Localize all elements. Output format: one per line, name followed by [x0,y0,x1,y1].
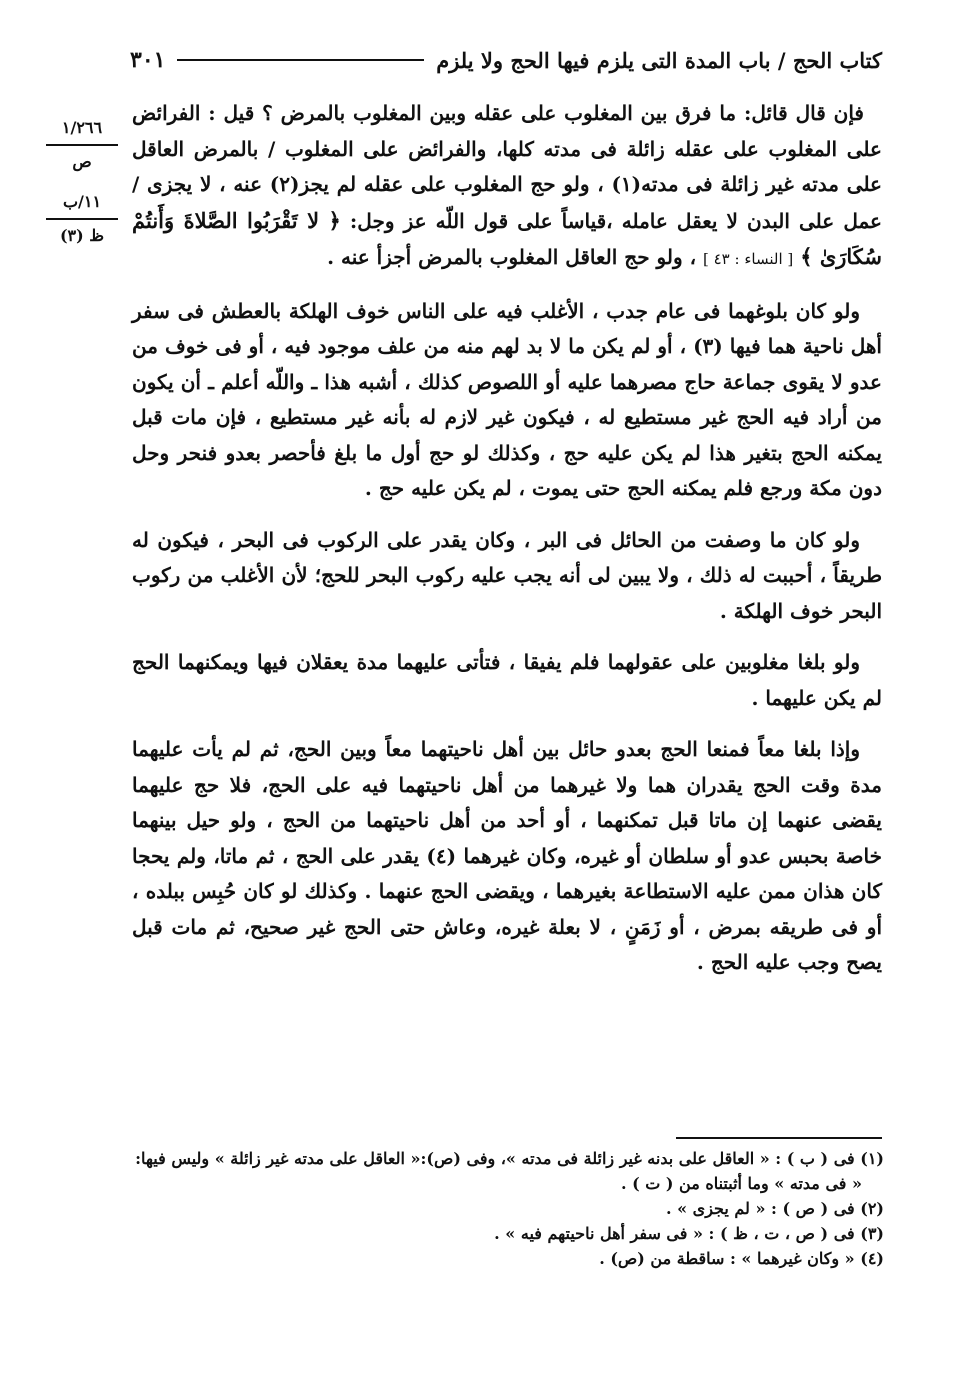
footnote-rule [676,1137,882,1139]
paragraph [132,96,882,278]
margin-note: ظ (٣) [59,226,105,245]
header-title: كتاب الحج / باب المدة التى يلزم فيها الحج ولا يلزم [436,47,882,73]
paragraph: ولو كان ما وصفت من الحائل فى البر ، وكان يقدر على الركوب فى البحر ، فيكون له طريقاً ، أحببت له ذلك ، ولا يبين لى أنه يجب عليه ركوب البحر للحج؛ لأن الأغلب من ركوب البحر خوف الهلكة . [132,527,882,623]
margin-notes [40,118,124,246]
running-header [130,40,882,80]
footnote: (١) فى ( ب ) : « العاقل على بدنه غير زائلة فى مدته »، وفى (ص):« العاقل على مدته غير زائلة » وليس فيها: [135,1149,884,1168]
margin-divider [46,218,118,220]
quran-quote: ﴿ لا تَقْرَبُوا الصَّلاةَ وَأَنتُمْ سُكَارَىٰ ﴾ [132,207,882,269]
paragraph-text: ، ولو حج العاقل المغلوب بالمرض أجزأ عنه . [327,245,697,269]
footnote-continuation: « فى مدته » وما أثبتناه من ( ت ) . [620,1174,862,1193]
footnotes [132,1146,884,1271]
margin-note: ١١/ب [62,192,102,211]
header-rule [177,59,424,61]
paragraph: وإذا بلغا معاً فمنعا الحج بعدو حائل بين أهل ناحيتهما معاً وبين الحج، ثم لم يأت عليهما مدة وقت الحج يقدران هما ولا غيرهما من أهل ناحيتهما فيه على الحج، فلا حج عليهما يقضى عنهما إن ماتا قبل تمكنهما ، أو أحد من أهل ناحيتهما من الحج ، ولو حيل بينهما خاصة بحبس عدو أو سلطان أو غيره، وكان غيرهما (٤) يقدر على الحج ، ثم ماتا، ولم يحجا كان هذان ممن عليه الاستطاعة بغيرهما ، ويقضى الحج عنهما . وكذلك لو كان حُبِس ببلده ، أو فى طريقه بمرض ، أو زَمَنٍ ، لا بعلة غيره، وعاش حتى الحج غير صحيح، ثم مات قبل يصح وجب عليه الحج . [132,737,882,974]
margin-divider [46,144,118,146]
footnote: (٣) فى ( ص ، ت ، ظ ) : « فى سفر أهل ناحيتهم فيه » . [494,1224,884,1243]
margin-note: ص [72,152,92,171]
paragraph: ولو بلغا مغلوبين على عقولهما فلم يفيقا ، فتأتى عليهما مدة يعقلان فيها ويمكنهما الحج لم يكن عليهما . [132,650,882,710]
quran-reference: [ النساء : ٤٣ ] [703,250,794,268]
paragraph-text: فإن قال قائل: ما فرق بين المغلوب على عقله وبين المغلوب بالمرض ؟ قيل : الفرائض على المغلوب على عقله زائلة فى مدته كلها، والفرائض على المغلوب / بالمرض العاقل على مدته غير زائلة فى مدته(١) ، ولو حج المغلوب على عقله لم يجز(٢) عنه ، لا يجزى / عمل على البدن لا يعقل عامله ،قياساً على قول اللّه عز وجل: [132,101,882,233]
page-number: ٣٠١ [130,47,166,73]
paragraph: ولو كان بلوغهما فى عام جدب ، الأغلب فيه على الناس خوف الهلكة بالعطش فى سفر أهل ناحية هما فيها (٣) ، أو لم يكن ما لا بد لهم منه من علف موجود فيه ، أو فى خوف من عدو لا يقوى جماعة حاج مصرهما عليه أو اللصوص كذلك ، أشبه هذا ـ واللّه أعلم ـ أن يكون من أراد فيه الحج غير مستطيع له ، فيكون غير لازم له بأنه غير مستطيع ، فإن مات قبل يمكنه الحج بتغير هذا لم يكن عليه حج ، وكذلك لو حج أول ما بلغ فأحصر بعدو فنحر وحل دون مكة ورجع فلم يمكنه الحج حتى يموت ، لم يكن عليه حج . [132,298,882,500]
main-text [132,96,882,997]
footnote: (٤) « وكان غيرهما » : ساقطة من (ص) . [599,1249,884,1268]
footnote: (٢) فى ( ص ) : « لم يجزى » . [665,1199,884,1218]
margin-note: ١/٢٦٦ [61,118,103,137]
